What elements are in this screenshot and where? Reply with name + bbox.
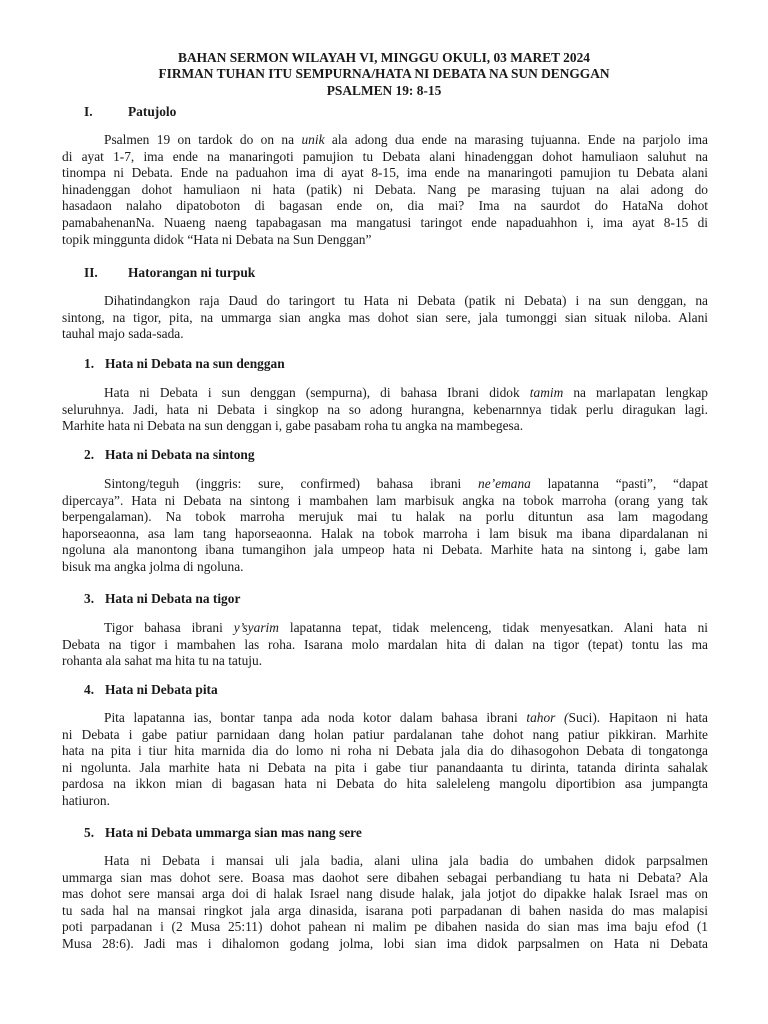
document-header <box>0 50 768 99</box>
paragraph-point-1 <box>62 385 708 435</box>
point-number: 3. <box>84 591 95 606</box>
paragraph-point-2 <box>62 476 708 576</box>
paragraph-hatorangan <box>62 293 708 343</box>
paragraph-line: di ayat 1-7, ima ende na manaringoti pamujion tu Debata alani hinadenggan dohot hamuliaon saluhut na <box>62 148 708 164</box>
paragraph-line: berpengalaman). Na tobok marroha merujuk mai tu halak na porlu dituntun asa lam magodang <box>62 509 708 525</box>
paragraph-line: Sintong/teguh (inggris: sure, confirmed) bahasa ibrani ne’emana lapatanna “pasti”, “dapat <box>104 476 708 491</box>
point-title: Hata ni Debata na sun denggan <box>105 356 285 371</box>
point-number: 5. <box>84 825 95 840</box>
point-number: 1. <box>84 356 95 371</box>
point-number: 4. <box>84 682 95 697</box>
paragraph-line: tinompa ni Debata. Ende na paduahon ima di ayat 8-15, ima ende na manaringoti pamujion tu Debata alani <box>62 165 708 181</box>
paragraph-line: ni ngolunta. Jala marhite hata ni Debata na pita i gabe tiur panandaanta tu dirinta, tatanda dirinta sahalak <box>62 759 708 775</box>
paragraph-line: hinadenggan dohot hamuliaon ni hata (patik) ni Debata. Nang pe marasing tujuan na alai adong do <box>62 181 708 197</box>
paragraph-line: tauhal majo sada-sada. <box>62 326 184 342</box>
paragraph-line: Dihatindangkon raja Daud do taringort tu Hata ni Debata (patik ni Debata) i na sun denggan, na <box>104 293 708 308</box>
paragraph-line: Pita lapatanna ias, bontar tanpa ada noda kotor dalam bahasa ibrani tahor (Suci). Hapitaon ni hata <box>104 710 708 725</box>
point-number: 2. <box>84 447 95 462</box>
header-title-line-3: PSALMEN 19: 8-15 <box>326 82 442 98</box>
paragraph-line: Tigor bahasa ibrani y’syarim lapatanna tepat, tidak melenceng, tidak menyesatkan. Alani hata ni <box>104 620 708 635</box>
paragraph-line: dipercaya”. Hata ni Debata na sintong i mambahen lam marbisuk angka na tobok marroha (orang yang tak <box>62 492 708 508</box>
paragraph-line: rohanta ala sahat ma hita tu na tatuju. <box>62 653 263 669</box>
header-title-line-1: BAHAN SERMON WILAYAH VI, MINGGU OKULI, 03 MARET 2024 <box>178 50 590 65</box>
paragraph-line: hatiuron. <box>62 792 110 808</box>
section-title: Hatorangan ni turpuk <box>128 265 256 280</box>
paragraph-point-5 <box>62 853 708 953</box>
point-title: Hata ni Debata na tigor <box>105 591 241 606</box>
paragraph-point-4 <box>62 710 708 810</box>
paragraph-line: Musa 28:6). Jadi mas i dihalomon godang jolma, lobi sian ima didok parpsalmen on Hata ni Debata <box>62 935 708 951</box>
paragraph-line: Psalmen 19 on tardok do on na unik ala adong dua ende na marasing tujuanna. Ende na parjolo ima <box>104 132 708 147</box>
paragraph-line: hata na pita i tiur hita marnida dia do lomo ni roha ni Debata jala dia do dihasogohon Debata di tongatonga <box>62 743 708 759</box>
paragraph-line: mas dohot sere mansai arga doi di halak Israel nang disude halak, jala jotjot do dipakke halak Israel mas on <box>62 886 708 902</box>
paragraph-line: bisuk ma angka jolma di ngoluna. <box>62 558 244 574</box>
point-title: Hata ni Debata pita <box>105 682 218 697</box>
paragraph-line: Debata na tigor i mambahen las roha. Isarana molo mardalan hita di dalan na tigor (tepat) tontu las ma <box>62 636 708 652</box>
section-number: II. <box>84 265 98 280</box>
section-title: Patujolo <box>128 104 177 119</box>
paragraph-line: seluruhnya. Jadi, hata ni Debata i singkop na so adong hurangna, kebenarnnya tidak perlu diragukan lagi. <box>62 401 708 417</box>
paragraph-line: Hata ni Debata i mansai uli jala badia, alani ulina jala badia do umbahen didok parpsalmen <box>104 853 708 868</box>
paragraph-line: Hata ni Debata i sun denggan (sempurna), di bahasa Ibrani didok tamim na marlapatan lengkap <box>104 385 708 400</box>
section-number: I. <box>84 104 93 119</box>
paragraph-line: hasadaon nalaho dipatoboton di bagasan ende on, dia mai? Ima na saurdot do HataNa dohot <box>62 198 708 214</box>
paragraph-line: haporseaonna, asa lam tang haporseaonna. Halak na tobok marroha i lam bisuk ma ibana dipardalanan ni <box>62 525 708 541</box>
paragraph-point-3 <box>62 620 708 670</box>
point-title: Hata ni Debata ummarga sian mas nang sere <box>105 825 362 840</box>
paragraph-line: ngoluna ala manontong ibana tumangihon jala umpeop hata ni Debata. Marhite hata na sintong i, gabe lam <box>62 542 708 558</box>
paragraph-line: sintong, na tigor, pita, na ummarga sian angka mas dohot sian sere, jala tumonggi sian situak niloba. Alani <box>62 309 708 325</box>
paragraph-line: ummarga sian mas dohot sere. Boasa mas daohot sere dibahen sebagai perbandiang tu hata ni Debata? Ala <box>62 869 708 885</box>
paragraph-line: topik minggunta didok “Hata ni Debata na Sun Denggan” <box>62 231 372 247</box>
header-title-line-2: FIRMAN TUHAN ITU SEMPURNA/HATA NI DEBATA NA SUN DENGGAN <box>158 66 610 82</box>
paragraph-line: pamabahenanNa. Nuaeng naeng tapabagasan ma mangatusi taringot ende napaduahhon i, ima ayat 8-15 di <box>62 214 708 230</box>
point-title: Hata ni Debata na sintong <box>105 447 255 462</box>
paragraph-line: Marhite hata ni Debata na sun denggan i, gabe pasabam roha tu angka na mambegesa. <box>62 418 524 434</box>
paragraph-line: pardosa na ikkon mian di bagasan hata ni Debata do hita saleleleng mangolu diportibion asa jumpangta <box>62 776 708 792</box>
paragraph-line: ni Debata i gabe patiur parnidaan dang holan patiur pardalanan tahe dohot nang patiur pikkiran. Marhite <box>62 726 708 742</box>
paragraph-line: poti parpadanan i (2 Musa 25:11) dohot pahean ni malim pe dibahen nasida do sian mas ima baju efod (1 <box>62 919 708 935</box>
paragraph-line: tu sada hal na mansai ringkot jala arga dinasida, isarana poti parpadanan di bahen nasida do mas malapisi <box>62 902 708 918</box>
paragraph-intro <box>62 132 708 248</box>
